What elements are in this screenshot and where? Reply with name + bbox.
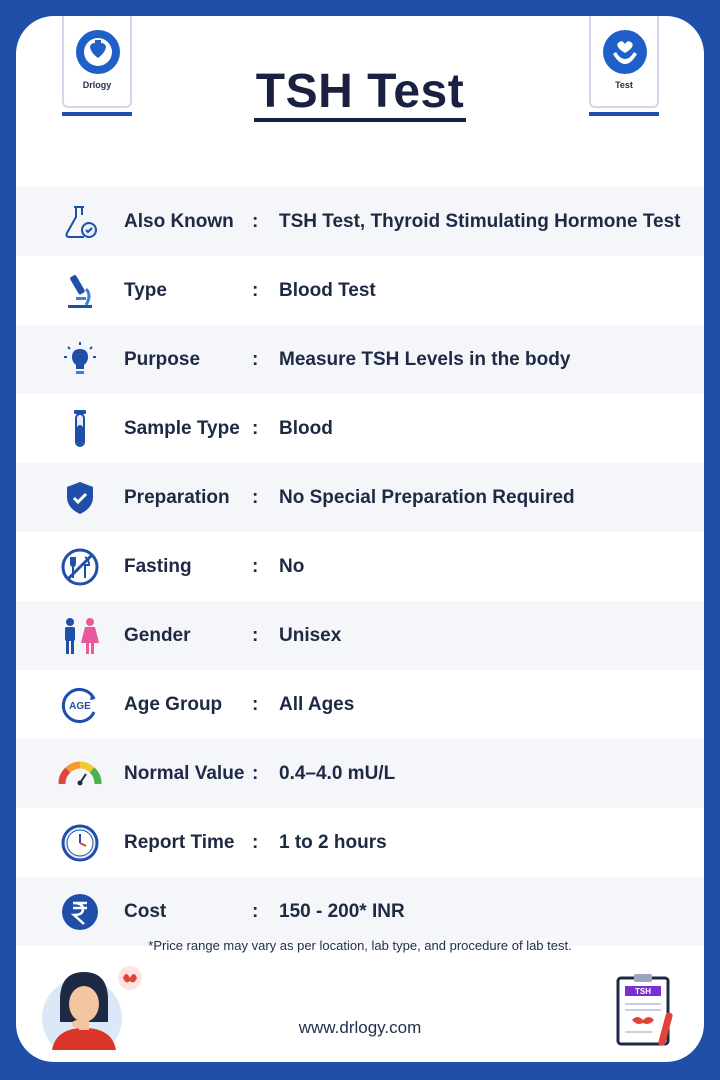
tsh-report-icon (612, 972, 676, 1055)
row-value: 1 to 2 hours (279, 831, 387, 853)
row-value: 150 - 200* INR (279, 900, 405, 922)
row-label: Gender (124, 624, 191, 646)
row-label: Fasting (124, 555, 192, 577)
microscope-icon (58, 269, 102, 313)
age-icon (58, 683, 102, 727)
info-row-cost: Cost : 150 - 200* INR (16, 877, 704, 946)
info-row-fasting: Fasting : No (16, 532, 704, 601)
row-value: All Ages (279, 693, 355, 715)
woman-thyroid-illustration (34, 960, 144, 1055)
lab-flask-icon (58, 200, 102, 244)
rupee-icon (58, 890, 102, 934)
gender-icon (58, 614, 102, 658)
page-title: TSH Test (16, 64, 704, 119)
price-note: *Price range may vary as per location, lab type, and procedure of lab test. (148, 938, 572, 953)
no-food-icon (58, 545, 102, 589)
svg-text:AGE: AGE (69, 700, 91, 712)
gauge-icon (58, 752, 102, 796)
row-value: No Special Preparation Required (279, 486, 575, 508)
row-label: Type (124, 279, 167, 301)
svg-text:TSH: TSH (635, 987, 651, 996)
info-card (16, 16, 704, 1062)
row-value: Unisex (279, 624, 342, 646)
info-row-purpose: Purpose : Measure TSH Levels in the body (16, 325, 704, 394)
info-table (16, 187, 704, 946)
badge-right-label: Test (615, 80, 633, 90)
info-row-age-group: AGE Age Group : All Ages (16, 670, 704, 739)
info-row-type: Type : Blood Test (16, 256, 704, 325)
info-row-normal-value: Normal Value : 0.4–4.0 mU/L (16, 739, 704, 808)
info-row-preparation: Preparation : No Special Preparation Required (16, 463, 704, 532)
row-value: Blood Test (279, 279, 376, 301)
row-value: 0.4–4.0 mU/L (279, 762, 396, 784)
info-row-sample-type: Sample Type : Blood (16, 394, 704, 463)
row-label: Also Known (124, 210, 234, 232)
info-row-gender: Gender : Unisex (16, 601, 704, 670)
test-tube-icon (58, 407, 102, 451)
shield-check-icon (58, 476, 102, 520)
row-label: Cost (124, 900, 167, 922)
website-link[interactable]: www.drlogy.com (298, 1018, 422, 1037)
row-value: Measure TSH Levels in the body (279, 348, 571, 370)
row-value: TSH Test, Thyroid Stimulating Hormone Test (279, 210, 681, 232)
row-label: Report Time (124, 831, 235, 853)
row-value: Blood (279, 417, 333, 439)
info-row-also-known: Also Known : TSH Test, Thyroid Stimulating Hormone Test (16, 187, 704, 256)
row-label: Normal Value (124, 762, 245, 784)
lightbulb-icon (58, 338, 102, 382)
row-label: Purpose (124, 348, 201, 370)
row-value: No (279, 555, 305, 577)
row-label: Sample Type (124, 417, 240, 439)
row-label: Age Group (124, 693, 223, 715)
info-row-report-time: Report Time : 1 to 2 hours (16, 808, 704, 877)
row-label: Preparation (124, 486, 230, 508)
clock-icon (58, 821, 102, 865)
badge-left-label: Drlogy (82, 80, 112, 90)
